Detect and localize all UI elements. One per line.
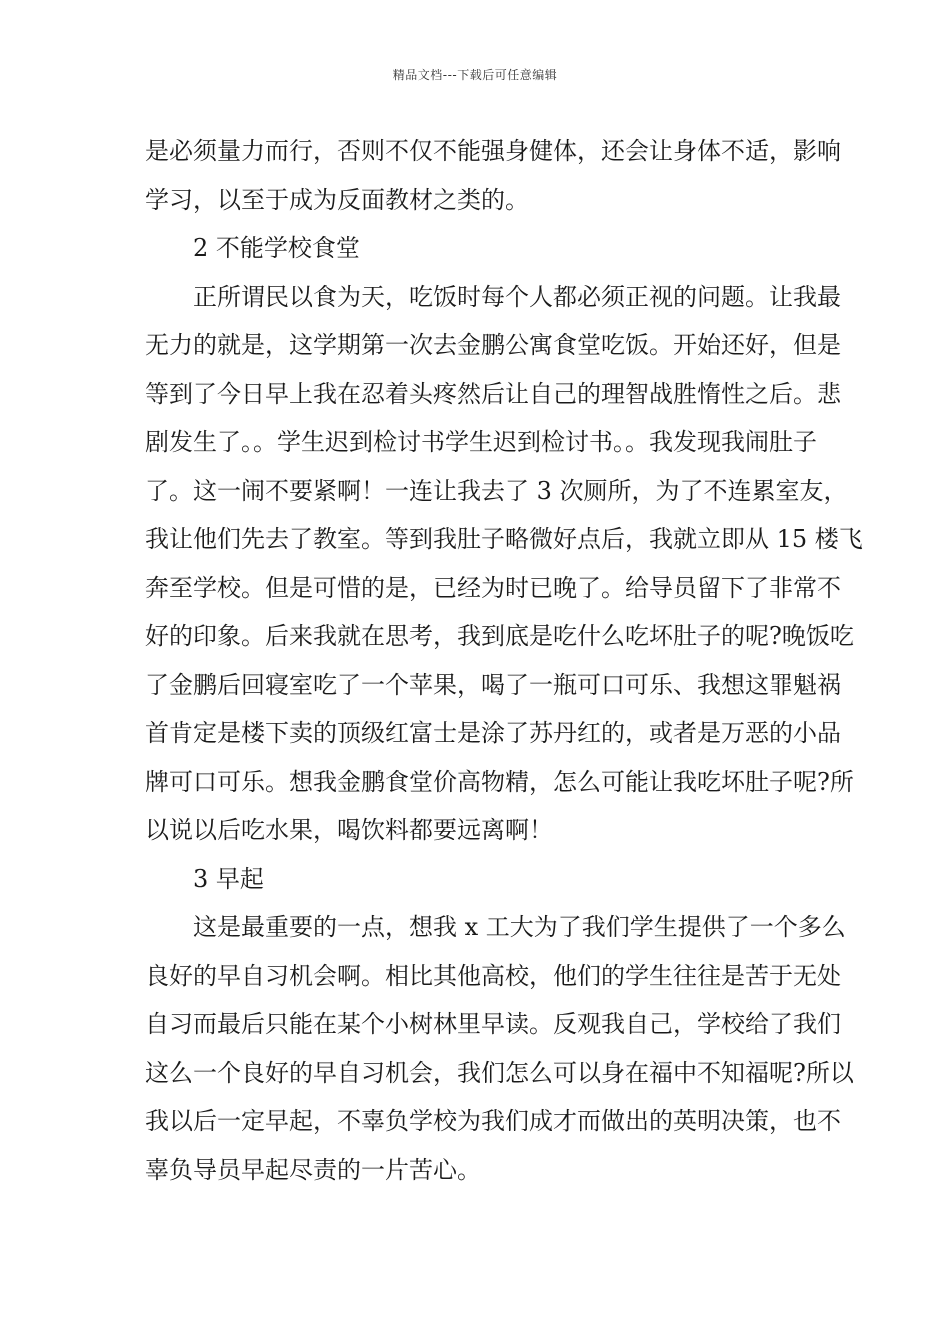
- text-line: 好的印象。后来我就在思考，我到底是吃什么吃坏肚子的呢?晚饭吃: [145, 622, 854, 650]
- paragraph: [145, 903, 854, 1194]
- page-header: 精品文档---下载后可任意编辑: [392, 68, 558, 82]
- document-body: [145, 127, 863, 1194]
- text-line: 这是最重要的一点，想我 x 工大为了我们学生提供了一个多么: [193, 913, 846, 941]
- paragraph: [145, 127, 841, 224]
- section-heading: 2 不能学校食堂: [193, 234, 360, 262]
- text-line: 等到了今日早上我在忍着头疼然后让自己的理智战胜惰性之后。悲: [145, 379, 841, 408]
- text-line: 学习，以至于成为反面教材之类的。: [145, 185, 529, 214]
- text-line: 了。这一闹不要紧啊！一连让我去了 3 次厕所，为了不连累室友，: [145, 476, 848, 505]
- text-line: 这么一个良好的早自习机会，我们怎么可以身在福中不知福呢?所以: [145, 1058, 854, 1087]
- text-line: 我让他们先去了教室。等到我肚子略微好点后，我就立即从 15 楼飞: [145, 525, 863, 553]
- paragraph: [145, 273, 863, 855]
- text-line: 自习而最后只能在某个小树林里早读。反观我自己，学校给了我们: [145, 1010, 841, 1038]
- section-heading: 3 早起: [193, 864, 264, 893]
- text-line: 无力的就是，这学期第一次去金鹏公寓食堂吃饭。开始还好，但是: [145, 331, 841, 359]
- text-line: 首肯定是楼下卖的顶级红富士是涂了苏丹红的，或者是万恶的小品: [145, 719, 841, 747]
- text-line: 以说以后吃水果，喝饮料都要远离啊！: [145, 816, 553, 844]
- text-line: 剧发生了。。学生迟到检讨书学生迟到检讨书。。我发现我闹肚子: [145, 428, 817, 456]
- text-line: 牌可口可乐。想我金鹏食堂价高物精，怎么可能让我吃坏肚子呢?所: [145, 767, 854, 796]
- text-line: 正所谓民以食为天，吃饭时每个人都必须正视的问题。让我最: [193, 282, 841, 311]
- text-line: 良好的早自习机会啊。相比其他高校，他们的学生往往是苦于无处: [145, 961, 841, 990]
- text-line: 辜负导员早起尽责的一片苦心。: [145, 1155, 481, 1184]
- text-line: 了金鹏后回寝室吃了一个苹果，喝了一瓶可口可乐、我想这罪魁祸: [145, 670, 841, 699]
- text-line: 我以后一定早起，不辜负学校为我们成才而做出的英明决策，也不: [145, 1107, 841, 1135]
- text-line: 奔至学校。但是可惜的是，已经为时已晚了。给导员留下了非常不: [145, 573, 841, 602]
- text-line: 是必须量力而行，否则不仅不能强身健体，还会让身体不适，影响: [145, 137, 841, 165]
